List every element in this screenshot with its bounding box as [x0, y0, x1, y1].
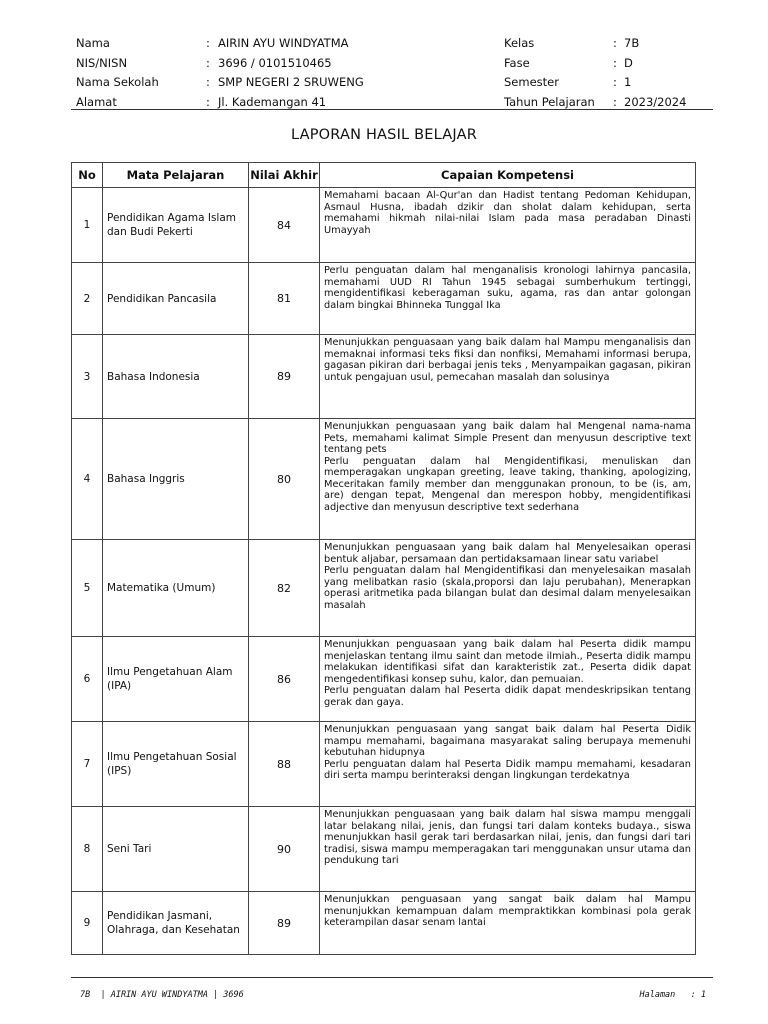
competency-description — [320, 188, 696, 263]
competency-text: Perlu penguatan dalam hal menganalisis kronologi lahirnya pancasila, memahami UUD RI Tahun 1945 sebagai sumberhukum tertinggi, mengidentifikasi keberagaman suku, agama, ras dan antar golongan dalam bingkai Bhinneka Tunggal Ika — [324, 265, 691, 311]
competency-text: Menunjukkan penguasaan yang baik dalam hal Mampu menganalisis dan memaknai informasi teks fiksi dan nonfiksi, Memahami informasi berupa, gagasan pikiran dari berbagai jenis teks , Menyampaikan gagasan, pikiran untuk pengajuan usul, pemecahan masalah dan solusinya — [324, 337, 691, 383]
competency-description — [320, 263, 696, 335]
competency-description — [320, 419, 696, 540]
address-value: Jl. Kademangan 41 — [218, 94, 327, 109]
info-separator: : — [613, 55, 617, 70]
school-year-value: 2023/2024 — [624, 94, 687, 109]
grades-table — [71, 162, 696, 955]
table-row — [72, 807, 696, 892]
subject-name: Pendidikan Agama Islam dan Budi Pekerti — [103, 188, 249, 263]
subject-name: Ilmu Pengetahuan Sosial (IPS) — [103, 722, 249, 807]
final-score: 80 — [249, 419, 320, 540]
phase-value: D — [624, 55, 633, 70]
info-separator: : — [613, 36, 617, 50]
final-score: 84 — [249, 188, 320, 263]
table-row — [72, 263, 696, 335]
table-row — [72, 540, 696, 637]
info-separator: : — [613, 75, 617, 89]
header-no: No — [72, 163, 103, 188]
competency-description — [320, 637, 696, 722]
competency-text: Menunjukkan penguasaan yang baik dalam hal siswa mampu menggali latar belakang nilai, jenis, dan fungsi tari dalam konteks budaya., siswa menunjukkan hasil gerak tari berdasarkan nilai, jenis, dan fungsi dari tari tradisi, siswa mampu memperagakan tari menggunakan unsur utama dan pendukung tari — [324, 809, 691, 866]
final-score: 86 — [249, 637, 320, 722]
header-divider — [71, 109, 713, 110]
info-separator: : — [206, 75, 210, 89]
row-number: 3 — [72, 335, 103, 419]
table-row — [72, 419, 696, 540]
competency-description — [320, 892, 696, 955]
competency-text: Menunjukkan penguasaan yang baik dalam hal Peserta didik mampu menjelaskan tentang ilmu saint dan metode ilmiah., Peserta didik mampu melakukan identifikasi sifat dan karakteristik zat., Peserta didik dapat mengedentifikasi konsep suhu, kalor, dan pemuaian. Perlu penguatan dalam hal Peserta didik dapat mendeskripsikan tentang gerak dan gaya. — [324, 639, 691, 708]
final-score: 89 — [249, 335, 320, 419]
row-number: 8 — [72, 807, 103, 892]
row-number: 4 — [72, 419, 103, 540]
table-row — [72, 637, 696, 722]
info-label: Nama Sekolah — [76, 75, 159, 89]
competency-text: Menunjukkan penguasaan yang baik dalam hal Mengenal nama-nama Pets, memahami kalimat Simple Present dan menyusun descriptive text tentang pets Perlu penguatan dalam hal Mengidentifikasi, menuliskan dan memperagakan ungkapan greeting, leave taking, thanking, apologizing, Meceritakan family member dan menggunakan pronoun, to be (is, am, are) dengan tepat, Mengenal dan merespon hobby, mengidentifikasi adjective dan menyusun descriptive text sederhana — [324, 421, 691, 513]
row-number: 2 — [72, 263, 103, 335]
info-label: NIS/NISN — [76, 55, 128, 70]
class-value: 7B — [624, 36, 640, 50]
info-separator: : — [206, 94, 210, 109]
info-label: Kelas — [504, 36, 535, 50]
info-label: Tahun Pelajaran — [504, 94, 595, 109]
info-row — [76, 73, 696, 93]
subject-name: Pendidikan Jasmani, Olahraga, dan Kesehatan — [103, 892, 249, 955]
row-number: 9 — [72, 892, 103, 955]
school-name: SMP NEGERI 2 SRUWENG — [218, 75, 364, 89]
header-competency: Capaian Kompetensi — [320, 163, 696, 188]
competency-description — [320, 335, 696, 419]
subject-name: Bahasa Inggris — [103, 419, 249, 540]
page-number: Halaman : 1 — [639, 990, 706, 1000]
student-name: AIRIN AYU WINDYATMA — [218, 36, 349, 50]
competency-text: Menunjukkan penguasaan yang sangat baik dalam hal Peserta Didik mampu memahami, bagaimana masyarakat saling berupaya memenuhi kebutuhan hidupnya Perlu penguatan dalam hal Peserta Didik mampu memahami, kesadaran diri serta mampu berinteraksi dengan lingkungan terdekatnya — [324, 724, 691, 781]
competency-description — [320, 807, 696, 892]
footer-divider — [71, 977, 713, 978]
row-number: 1 — [72, 188, 103, 263]
table-row — [72, 335, 696, 419]
final-score: 89 — [249, 892, 320, 955]
table-row — [72, 892, 696, 955]
info-label: Semester — [504, 75, 559, 89]
competency-description — [320, 722, 696, 807]
subject-name: Seni Tari — [103, 807, 249, 892]
info-separator: : — [613, 94, 617, 109]
final-score: 90 — [249, 807, 320, 892]
info-row — [76, 34, 696, 54]
info-row — [76, 54, 696, 74]
row-number: 6 — [72, 637, 103, 722]
final-score: 82 — [249, 540, 320, 637]
competency-text: Menunjukkan penguasaan yang sangat baik dalam hal Mampu menunjukkan kemampuan dalam mempraktikkan kombinasi pola gerak keterampilan dasar senam lantai — [324, 894, 691, 928]
subject-name: Matematika (Umum) — [103, 540, 249, 637]
table-row — [72, 722, 696, 807]
competency-text: Menunjukkan penguasaan yang baik dalam hal Menyelesaikan operasi bentuk aljabar, persamaan dan pertidaksamaan linear satu variabel Perlu penguatan dalam hal Mengidentifikasi dan menyelesaikan masalah yang melibatkan rasio (skala,proporsi dan laju perubahan), Menerapkan operasi aritmetika pada bilangan bulat dan desimal dalam menyelesaikan masalah — [324, 542, 691, 611]
semester-value: 1 — [624, 75, 632, 89]
final-score: 88 — [249, 722, 320, 807]
info-label: Alamat — [76, 94, 117, 109]
row-number: 5 — [72, 540, 103, 637]
subject-name: Pendidikan Pancasila — [103, 263, 249, 335]
header-subject: Mata Pelajaran — [103, 163, 249, 188]
header-score: Nilai Akhir — [249, 163, 320, 188]
subject-name: Bahasa Indonesia — [103, 335, 249, 419]
row-number: 7 — [72, 722, 103, 807]
competency-description — [320, 540, 696, 637]
student-info — [76, 34, 696, 112]
table-row — [72, 188, 696, 263]
final-score: 81 — [249, 263, 320, 335]
info-label: Nama — [76, 36, 110, 50]
report-title: LAPORAN HASIL BELAJAR — [291, 127, 477, 143]
table-header-row — [72, 163, 696, 188]
info-label: Fase — [504, 55, 530, 70]
info-separator: : — [206, 36, 210, 50]
info-separator: : — [206, 55, 210, 70]
footer-student-info: 7B | AIRIN AYU WINDYATMA | 3696 — [80, 990, 244, 1000]
competency-text: Memahami bacaan Al-Qur'an dan Hadist tentang Pedoman Kehidupan, Asmaul Husna, ibadah dzikir dan sholat dalam kehidupan, serta memahami hikmah nilai-nilai Islam pada masa peradaban Dinasti Umayyah — [324, 190, 691, 236]
subject-name: Ilmu Pengetahuan Alam (IPA) — [103, 637, 249, 722]
student-id: 3696 / 0101510465 — [218, 55, 332, 70]
